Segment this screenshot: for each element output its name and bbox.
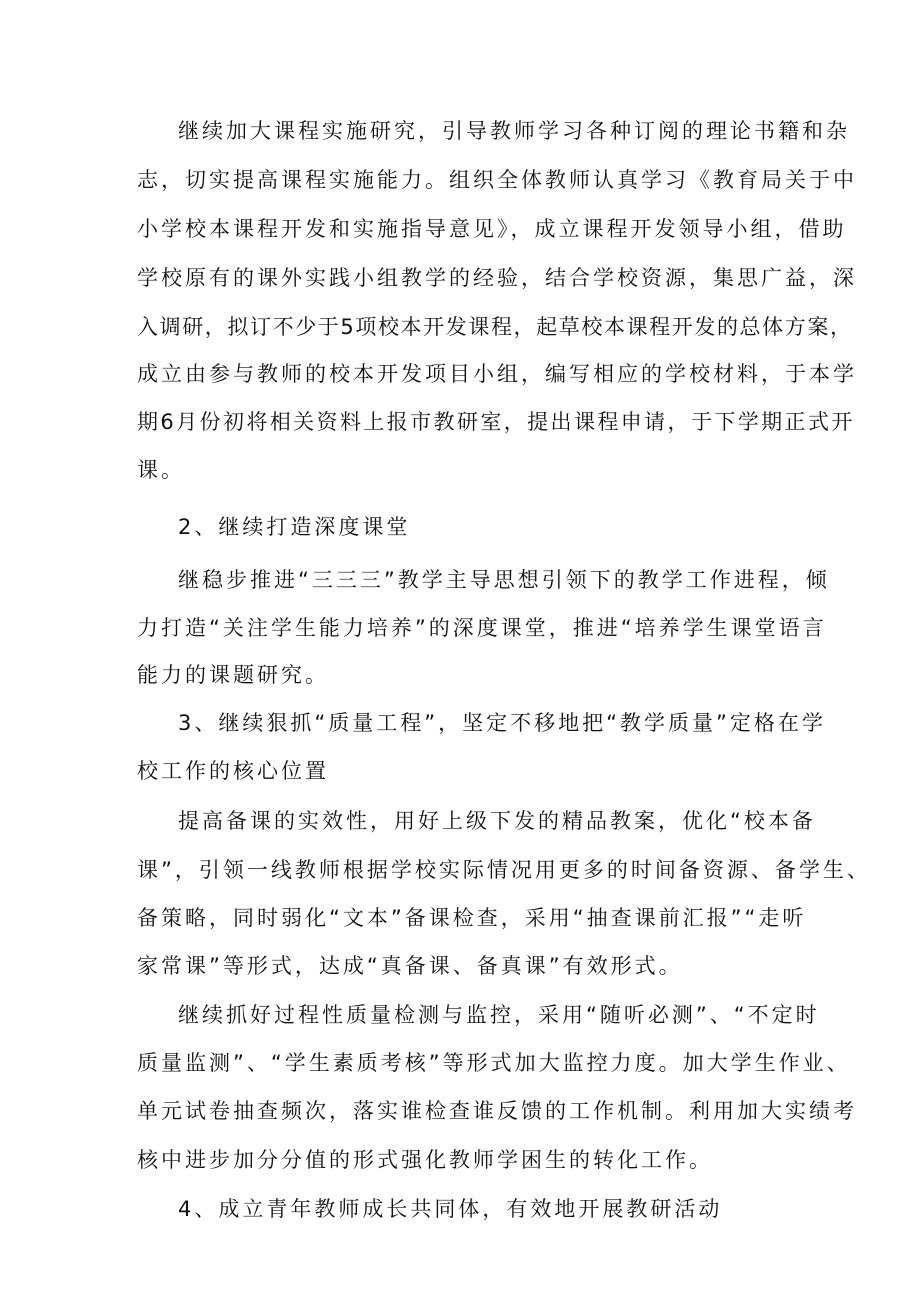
text-line: 成立由参与教师的校本开发项目小组，编写相应的学校材料，于本学 bbox=[137, 362, 857, 386]
section-heading: 3、继续狠抓“质量工程”，坚定不移地把“教学质量”定格在学 bbox=[178, 711, 826, 735]
text-line: 单元试卷抽查频次，落实谁检查谁反馈的工作机制。利用加大实绩考 bbox=[137, 1099, 857, 1123]
text-line: 课”，引领一线教师根据学校实际情况用更多的时间备资源、备学生、 bbox=[137, 858, 871, 882]
text-line: 志，切实提高课程实施能力。组织全体教师认真学习《教育局关于中 bbox=[137, 168, 857, 192]
text-line: 课。 bbox=[137, 458, 185, 482]
text-line: 力打造“关注学生能力培养”的深度课堂，推进“培养学生课堂语言 bbox=[137, 616, 827, 640]
section-heading: 4、成立青年教师成长共同体，有效地开展教研活动 bbox=[178, 1197, 723, 1221]
text-line: 备策略，同时弱化“文本”备课检查，采用“抽查课前汇报”“走听 bbox=[137, 906, 807, 930]
text-line: 学校原有的课外实践小组教学的经验，结合学校资源，集思广益，深 bbox=[137, 266, 857, 290]
text-line: 继续加大课程实施研究，引导教师学习各种订阅的理论书籍和杂 bbox=[178, 119, 850, 143]
text-line: 核中进步加分分值的形式强化教师学困生的转化工作。 bbox=[137, 1148, 713, 1172]
text-line: 质量监测”、“学生素质考核”等形式加大监控力度。加大学生作业、 bbox=[137, 1051, 851, 1075]
text-line: 期6月份初将相关资料上报市教研室，提出课程申请，于下学期正式开 bbox=[137, 410, 855, 434]
text-line: 家常课”等形式，达成“真备课、备真课”有效形式。 bbox=[137, 954, 683, 978]
text-line: 继续抓好过程性质量检测与监控，采用“随听必测”、“不定时 bbox=[178, 1003, 820, 1027]
text-line: 继稳步推进“三三三”教学主导思想引领下的教学工作进程，倾 bbox=[178, 568, 830, 592]
text-line: 提高备课的实效性，用好上级下发的精品教案，优化“校本备 bbox=[178, 809, 816, 833]
section-heading: 校工作的核心位置 bbox=[137, 759, 329, 783]
section-heading: 2、继续打造深度课堂 bbox=[178, 515, 411, 539]
text-line: 能力的课题研究。 bbox=[137, 663, 329, 687]
text-line: 入调研，拟订不少于5项校本开发课程，起草校本课程开发的总体方案， bbox=[137, 315, 853, 339]
text-line: 小学校本课程开发和实施指导意见》，成立课程开发领导小组，借助 bbox=[137, 217, 847, 241]
